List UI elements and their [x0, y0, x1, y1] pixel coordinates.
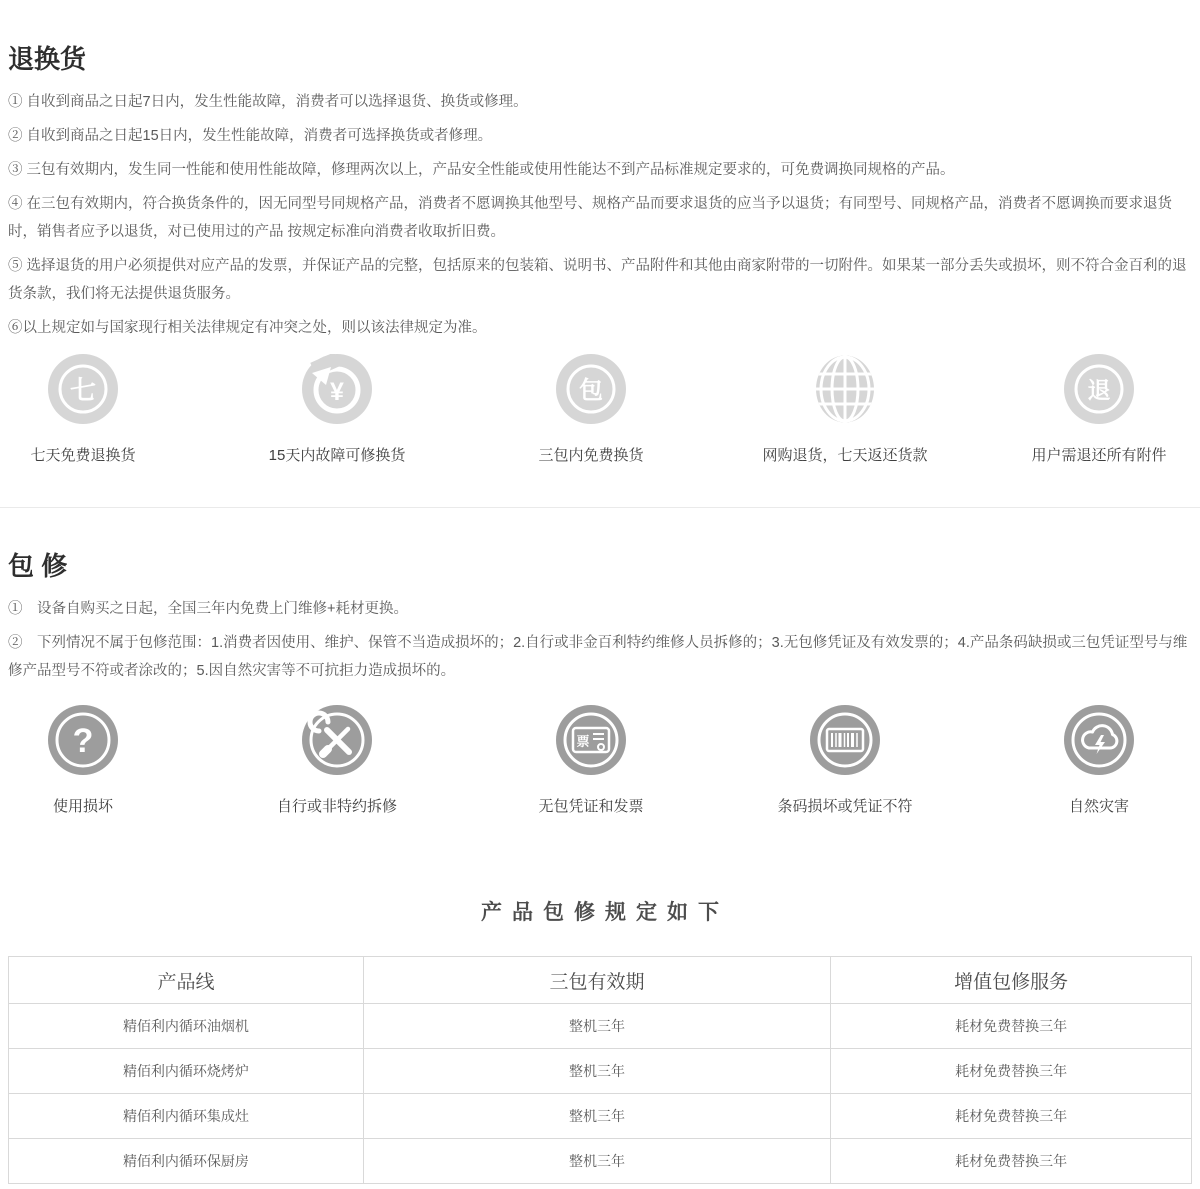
section-divider — [0, 507, 1200, 508]
returns-heading: 退换货 — [8, 44, 87, 74]
feature-online-return — [762, 354, 928, 465]
svg-text:?: ? — [72, 722, 94, 760]
exclusion-no-invoice — [516, 705, 666, 816]
icon-label: 15天内故障可修换货 — [268, 447, 406, 464]
icon-label: 网购退货，七天返还货款 — [762, 447, 928, 464]
exclusion-barcode-damage — [770, 705, 920, 816]
globe-icon — [810, 354, 880, 424]
bao-seal-icon — [556, 354, 626, 424]
icon-label: 用户需退还所有附件 — [1031, 447, 1167, 464]
exclusion-self-repair — [262, 705, 412, 816]
returns-icon-row — [8, 348, 1192, 465]
table-cell: 耗材免费替换三年 — [831, 1004, 1192, 1049]
returns-policy-paragraph-1: ① 自收到商品之日起7日内，发生性能故障，消费者可以选择退货、换货或修理。 — [8, 94, 528, 110]
returns-policy-paragraph-3: ③ 三包有效期内，发生同一性能和使用性能故障，修理两次以上，产品安全性能或使用性能达不到产品标准规定要求的，可免费调换同规格的产品。 — [8, 162, 955, 178]
icon-label: 三包内免费换货 — [538, 447, 644, 464]
svg-text:¥: ¥ — [330, 378, 344, 406]
warranty-icon-row — [8, 691, 1192, 816]
warranty-table-title: 产品包修规定如下 — [481, 901, 729, 924]
tui-seal-icon — [1064, 354, 1134, 424]
table-cell: 精佰利内循环保厨房 — [9, 1139, 364, 1184]
table-cell: 精佰利内循环烧烤炉 — [9, 1049, 364, 1094]
table-cell: 整机三年 — [363, 1004, 830, 1049]
icon-label: 条码损坏或凭证不符 — [777, 798, 913, 815]
repair-tools-icon — [302, 705, 372, 775]
exclusion-natural-disaster — [1024, 705, 1174, 816]
icon-label: 自行或非特约拆修 — [276, 798, 397, 815]
icon-label: 使用损坏 — [52, 798, 113, 815]
svg-text:票: 票 — [576, 734, 590, 749]
warranty-heading: 包 修 — [8, 551, 68, 581]
table-cell: 整机三年 — [363, 1049, 830, 1094]
table-row — [9, 1139, 1192, 1184]
barcode-icon — [810, 705, 880, 775]
question-mark-icon — [48, 705, 118, 775]
invoice-icon — [556, 705, 626, 775]
icon-label: 自然灾害 — [1068, 798, 1129, 815]
table-cell: 耗材免费替换三年 — [831, 1139, 1192, 1184]
exclusion-usage-damage — [8, 705, 158, 816]
table-header-value-added-service: 增值包修服务 — [831, 957, 1192, 1004]
feature-15day-repair — [262, 354, 412, 465]
icon-label: 无包凭证和发票 — [538, 798, 644, 815]
table-header-product-line: 产品线 — [9, 957, 364, 1004]
returns-policy-paragraph-6: ⑥以上规定如与国家现行相关法律规定有冲突之处，则以该法律规定为准。 — [8, 320, 487, 336]
feature-seven-day-return — [8, 354, 158, 465]
returns-policy-paragraph-2: ② 自收到商品之日起15日内，发生性能故障，消费者可选择换货或者修理。 — [8, 128, 493, 144]
svg-text:退: 退 — [1087, 377, 1111, 403]
icon-label: 七天免费退换货 — [30, 447, 136, 464]
table-cell: 整机三年 — [363, 1139, 830, 1184]
warranty-policy-paragraph-2: ② 下列情况不属于包修范围：1.消费者因使用、维护、保管不当造成损坏的；2.自行或非金百利特约维修人员拆修的；3.无包修凭证及有效发票的；4.产品条码缺损或三包凭证型号与维修产品型号不符或者涂改的；5.因自然灾害等不可抗拒力造成损坏的。 — [8, 635, 1188, 679]
table-row — [9, 1094, 1192, 1139]
refresh-yen-icon — [302, 354, 372, 424]
table-cell: 耗材免费替换三年 — [831, 1094, 1192, 1139]
table-cell: 整机三年 — [363, 1094, 830, 1139]
table-row — [9, 1004, 1192, 1049]
table-row — [9, 1049, 1192, 1094]
svg-text:七: 七 — [69, 375, 97, 405]
seven-day-seal-icon — [48, 354, 118, 424]
feature-return-accessories — [1024, 354, 1174, 465]
feature-warranty-exchange — [516, 354, 666, 465]
table-header-row — [9, 957, 1192, 1004]
table-cell: 精佰利内循环集成灶 — [9, 1094, 364, 1139]
returns-policy-paragraph-5: ⑤ 选择退货的用户必须提供对应产品的发票，并保证产品的完整，包括原来的包装箱、说明书、产品附件和其他由商家附带的一切附件。如果某一部分丢失或损坏，则不符合金百利的退货条款，我们将无法提供退货服务。 — [8, 258, 1187, 302]
table-header-warranty-period: 三包有效期 — [363, 957, 830, 1004]
storm-cloud-icon — [1064, 705, 1134, 775]
svg-text:包: 包 — [579, 377, 603, 404]
returns-policy-paragraph-4: ④ 在三包有效期内，符合换货条件的，因无同型号同规格产品，消费者不愿调换其他型号、规格产品而要求退货的应当予以退货；有同型号、同规格产品，消费者不愿调换而要求退货时，销售者应予以退货，对已使用过的产品 按规定标准向消费者收取折旧费。 — [8, 196, 1173, 240]
warranty-policy-paragraph-1: ① 设备自购买之日起，全国三年内免费上门维修+耗材更换。 — [8, 601, 408, 617]
table-cell: 精佰利内循环油烟机 — [9, 1004, 364, 1049]
table-cell: 耗材免费替换三年 — [831, 1049, 1192, 1094]
warranty-table — [8, 956, 1192, 1184]
